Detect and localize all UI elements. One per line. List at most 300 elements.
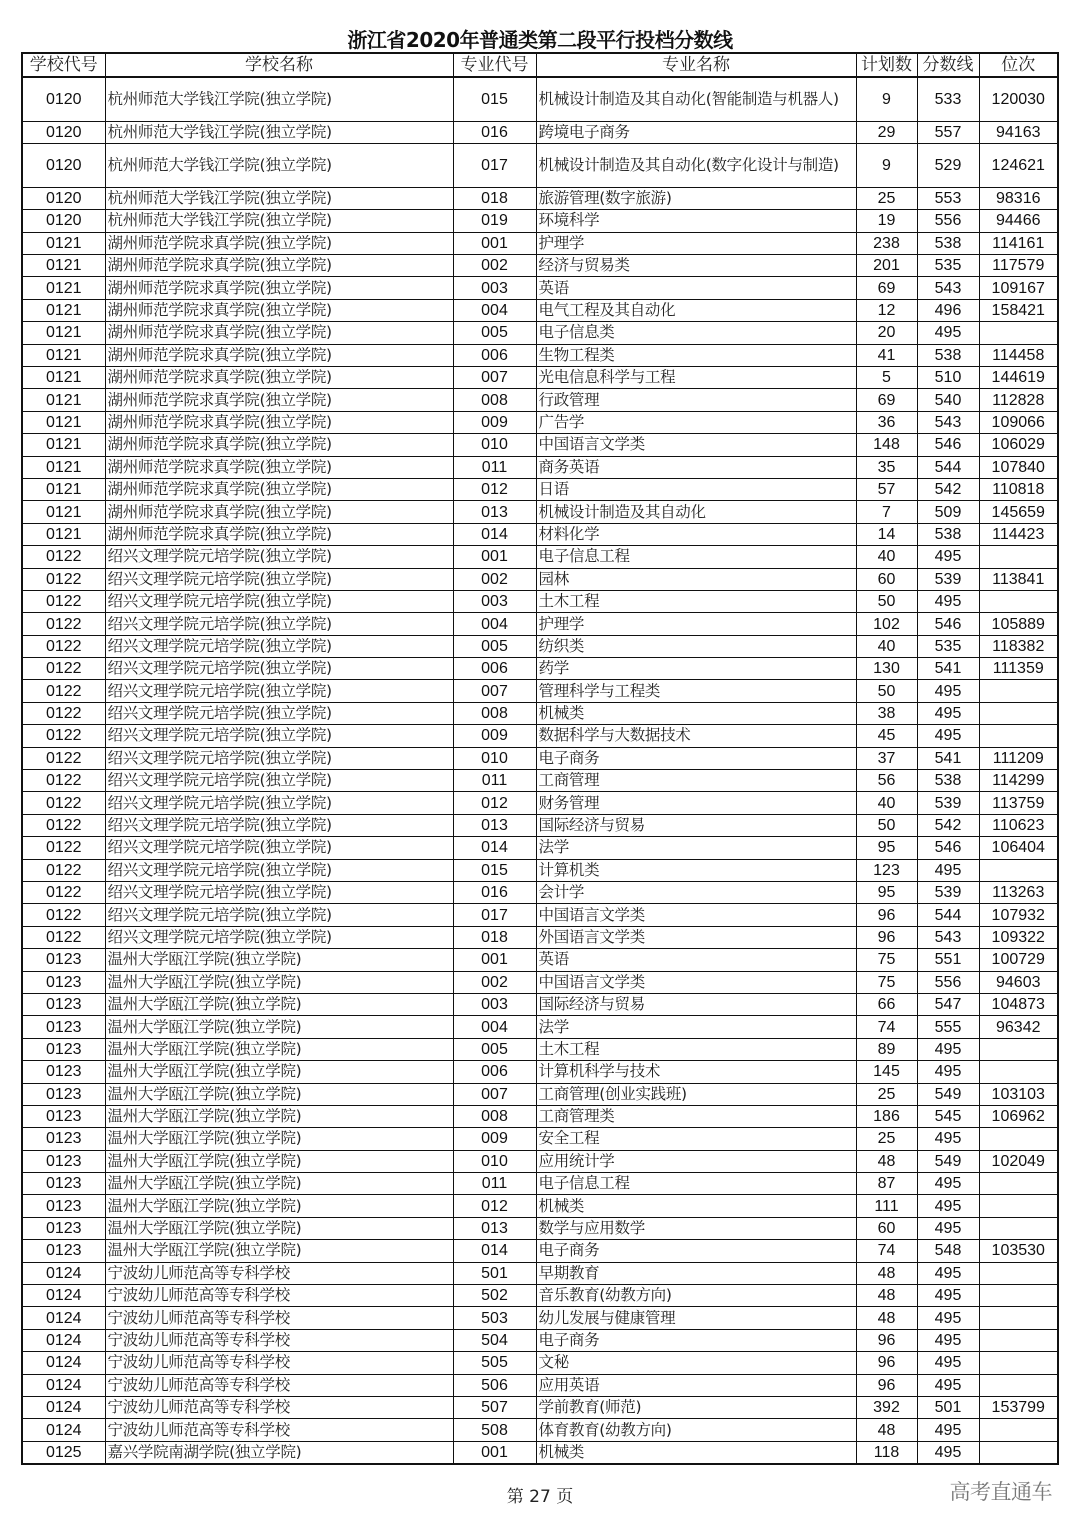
cell-plan-count: 238 — [856, 232, 917, 254]
cell-major-name: 药学 — [536, 658, 856, 680]
cell-school-code: 0120 — [22, 143, 105, 187]
cell-school-name: 宁波幼儿师范高等专科学校 — [105, 1329, 453, 1351]
cell-major-code: 015 — [453, 77, 536, 121]
cell-rank: 114299 — [979, 770, 1058, 792]
cell-major-name: 工商管理(创业实践班) — [536, 1083, 856, 1105]
header-score-line: 分数线 — [917, 53, 979, 77]
cell-rank: 120030 — [979, 77, 1058, 121]
cell-major-code: 506 — [453, 1374, 536, 1396]
cell-score-line: 543 — [917, 277, 979, 299]
cell-major-name: 文秘 — [536, 1352, 856, 1374]
cell-score-line: 495 — [917, 1419, 979, 1441]
cell-major-code: 508 — [453, 1419, 536, 1441]
table-row — [22, 478, 1058, 500]
cell-school-code: 0124 — [22, 1396, 105, 1418]
cell-rank: 117579 — [979, 255, 1058, 277]
cell-rank: 153799 — [979, 1396, 1058, 1418]
cell-school-code: 0122 — [22, 546, 105, 568]
cell-score-line: 557 — [917, 121, 979, 143]
cell-school-code: 0123 — [22, 1217, 105, 1239]
cell-major-code: 005 — [453, 322, 536, 344]
cell-score-line: 496 — [917, 299, 979, 321]
cell-major-name: 机械类 — [536, 1441, 856, 1463]
cell-rank: 104873 — [979, 993, 1058, 1015]
cell-plan-count: 74 — [856, 1240, 917, 1262]
cell-school-name: 湖州师范学院求真学院(独立学院) — [105, 501, 453, 523]
cell-score-line: 541 — [917, 658, 979, 680]
cell-rank: 106404 — [979, 837, 1058, 859]
cell-school-code: 0123 — [22, 1150, 105, 1172]
cell-school-name: 温州大学瓯江学院(独立学院) — [105, 1195, 453, 1217]
cell-major-name: 电子商务 — [536, 1329, 856, 1351]
cell-major-code: 010 — [453, 1150, 536, 1172]
cell-plan-count: 118 — [856, 1441, 917, 1463]
cell-school-code: 0121 — [22, 456, 105, 478]
cell-plan-count: 69 — [856, 389, 917, 411]
cell-plan-count: 87 — [856, 1173, 917, 1195]
table-row — [22, 613, 1058, 635]
table-row — [22, 143, 1058, 187]
cell-school-name: 湖州师范学院求真学院(独立学院) — [105, 322, 453, 344]
cell-school-name: 湖州师范学院求真学院(独立学院) — [105, 255, 453, 277]
cell-school-code: 0121 — [22, 501, 105, 523]
cell-score-line: 538 — [917, 770, 979, 792]
table-row — [22, 993, 1058, 1015]
cell-school-code: 0121 — [22, 411, 105, 433]
table-row — [22, 747, 1058, 769]
table-row — [22, 814, 1058, 836]
cell-major-code: 501 — [453, 1262, 536, 1284]
table-row — [22, 770, 1058, 792]
cell-school-name: 温州大学瓯江学院(独立学院) — [105, 993, 453, 1015]
cell-major-code: 008 — [453, 389, 536, 411]
cell-score-line: 509 — [917, 501, 979, 523]
cell-plan-count: 102 — [856, 613, 917, 635]
cell-major-name: 安全工程 — [536, 1128, 856, 1150]
cell-major-name: 园林 — [536, 568, 856, 590]
cell-score-line: 535 — [917, 635, 979, 657]
cell-school-name: 温州大学瓯江学院(独立学院) — [105, 1150, 453, 1172]
cell-school-name: 绍兴文理学院元培学院(独立学院) — [105, 882, 453, 904]
table-row — [22, 232, 1058, 254]
table-row — [22, 1105, 1058, 1127]
cell-major-name: 外国语言文学类 — [536, 926, 856, 948]
table-row — [22, 1083, 1058, 1105]
cell-major-name: 电子商务 — [536, 1240, 856, 1262]
cell-school-code: 0121 — [22, 232, 105, 254]
cell-rank — [979, 1441, 1058, 1463]
cell-school-code: 0121 — [22, 255, 105, 277]
cell-school-code: 0122 — [22, 568, 105, 590]
cell-school-name: 温州大学瓯江学院(独立学院) — [105, 1128, 453, 1150]
cell-score-line: 546 — [917, 434, 979, 456]
cell-major-name: 数学与应用数学 — [536, 1217, 856, 1239]
header-rank: 位次 — [979, 53, 1058, 77]
cell-score-line: 495 — [917, 1173, 979, 1195]
cell-school-name: 绍兴文理学院元培学院(独立学院) — [105, 770, 453, 792]
table-header-row — [22, 53, 1058, 77]
cell-plan-count: 60 — [856, 568, 917, 590]
cell-plan-count: 7 — [856, 501, 917, 523]
cell-plan-count: 50 — [856, 590, 917, 612]
cell-rank — [979, 1038, 1058, 1060]
cell-school-code: 0122 — [22, 837, 105, 859]
cell-score-line: 495 — [917, 1374, 979, 1396]
cell-score-line: 545 — [917, 1105, 979, 1127]
cell-major-name: 日语 — [536, 478, 856, 500]
cell-major-code: 009 — [453, 1128, 536, 1150]
table-row — [22, 859, 1058, 881]
cell-major-code: 002 — [453, 568, 536, 590]
cell-score-line: 542 — [917, 478, 979, 500]
cell-score-line: 529 — [917, 143, 979, 187]
cell-score-line: 495 — [917, 702, 979, 724]
header-major-name: 专业名称 — [536, 53, 856, 77]
table-row — [22, 1217, 1058, 1239]
cell-school-code: 0120 — [22, 210, 105, 232]
cell-school-name: 温州大学瓯江学院(独立学院) — [105, 1016, 453, 1038]
cell-major-code: 006 — [453, 1061, 536, 1083]
cell-major-name: 管理科学与工程类 — [536, 680, 856, 702]
cell-major-name: 法学 — [536, 1016, 856, 1038]
cell-rank: 118382 — [979, 635, 1058, 657]
cell-plan-count: 40 — [856, 635, 917, 657]
cell-plan-count: 130 — [856, 658, 917, 680]
cell-major-code: 016 — [453, 121, 536, 143]
cell-major-code: 001 — [453, 1441, 536, 1463]
cell-major-name: 工商管理 — [536, 770, 856, 792]
header-major-code: 专业代号 — [453, 53, 536, 77]
cell-school-name: 温州大学瓯江学院(独立学院) — [105, 1173, 453, 1195]
cell-school-code: 0122 — [22, 590, 105, 612]
cell-school-name: 杭州师范大学钱江学院(独立学院) — [105, 143, 453, 187]
cell-major-code: 014 — [453, 523, 536, 545]
cell-school-name: 绍兴文理学院元培学院(独立学院) — [105, 546, 453, 568]
cell-rank: 114458 — [979, 344, 1058, 366]
cell-major-name: 幼儿发展与健康管理 — [536, 1307, 856, 1329]
table-row — [22, 411, 1058, 433]
cell-plan-count: 66 — [856, 993, 917, 1015]
cell-school-name: 湖州师范学院求真学院(独立学院) — [105, 299, 453, 321]
table-row — [22, 1150, 1058, 1172]
cell-rank: 114423 — [979, 523, 1058, 545]
cell-major-name: 计算机类 — [536, 859, 856, 881]
table-row — [22, 702, 1058, 724]
cell-major-name: 会计学 — [536, 882, 856, 904]
cell-school-code: 0121 — [22, 344, 105, 366]
cell-school-code: 0123 — [22, 1016, 105, 1038]
cell-major-name: 护理学 — [536, 613, 856, 635]
cell-plan-count: 35 — [856, 456, 917, 478]
cell-major-code: 014 — [453, 837, 536, 859]
cell-school-name: 温州大学瓯江学院(独立学院) — [105, 971, 453, 993]
cell-rank: 105889 — [979, 613, 1058, 635]
cell-major-code: 007 — [453, 367, 536, 389]
cell-school-name: 宁波幼儿师范高等专科学校 — [105, 1352, 453, 1374]
cell-plan-count: 48 — [856, 1262, 917, 1284]
cell-school-code: 0121 — [22, 434, 105, 456]
cell-school-code: 0124 — [22, 1262, 105, 1284]
cell-plan-count: 95 — [856, 837, 917, 859]
cell-school-name: 嘉兴学院南湖学院(独立学院) — [105, 1441, 453, 1463]
table-row — [22, 299, 1058, 321]
cell-rank: 109066 — [979, 411, 1058, 433]
cell-major-code: 003 — [453, 590, 536, 612]
cell-rank: 113263 — [979, 882, 1058, 904]
cell-school-name: 绍兴文理学院元培学院(独立学院) — [105, 568, 453, 590]
table-row — [22, 1128, 1058, 1150]
page-title: 浙江省2020年普通类第二段平行投档分数线 — [347, 28, 733, 52]
cell-rank — [979, 590, 1058, 612]
cell-rank: 106029 — [979, 434, 1058, 456]
cell-plan-count: 41 — [856, 344, 917, 366]
cell-school-name: 绍兴文理学院元培学院(独立学院) — [105, 814, 453, 836]
cell-score-line: 495 — [917, 1285, 979, 1307]
cell-major-name: 光电信息科学与工程 — [536, 367, 856, 389]
cell-major-code: 006 — [453, 658, 536, 680]
cell-score-line: 543 — [917, 411, 979, 433]
cell-major-name: 机械类 — [536, 1195, 856, 1217]
cell-major-code: 008 — [453, 1105, 536, 1127]
cell-major-name: 英语 — [536, 277, 856, 299]
cell-score-line: 495 — [917, 546, 979, 568]
table-row — [22, 837, 1058, 859]
table-row — [22, 1396, 1058, 1418]
cell-plan-count: 5 — [856, 367, 917, 389]
cell-score-line: 543 — [917, 926, 979, 948]
cell-score-line: 495 — [917, 590, 979, 612]
table-row — [22, 434, 1058, 456]
cell-rank: 111209 — [979, 747, 1058, 769]
cell-school-code: 0123 — [22, 1061, 105, 1083]
cell-rank: 144619 — [979, 367, 1058, 389]
cell-plan-count: 96 — [856, 1352, 917, 1374]
table-row — [22, 882, 1058, 904]
cell-major-code: 013 — [453, 814, 536, 836]
cell-score-line: 553 — [917, 187, 979, 209]
cell-score-line: 495 — [917, 1329, 979, 1351]
cell-school-code: 0122 — [22, 814, 105, 836]
cell-rank: 102049 — [979, 1150, 1058, 1172]
cell-plan-count: 57 — [856, 478, 917, 500]
cell-major-name: 材料化学 — [536, 523, 856, 545]
table-row — [22, 680, 1058, 702]
cell-score-line: 495 — [917, 1217, 979, 1239]
cell-school-name: 绍兴文理学院元培学院(独立学院) — [105, 904, 453, 926]
cell-major-code: 017 — [453, 143, 536, 187]
cell-plan-count: 95 — [856, 882, 917, 904]
cell-school-code: 0121 — [22, 389, 105, 411]
cell-score-line: 495 — [917, 1128, 979, 1150]
table-row — [22, 501, 1058, 523]
cell-major-name: 学前教育(师范) — [536, 1396, 856, 1418]
cell-school-code: 0123 — [22, 1083, 105, 1105]
cell-school-code: 0123 — [22, 1105, 105, 1127]
cell-rank: 112828 — [979, 389, 1058, 411]
table-row — [22, 568, 1058, 590]
cell-rank — [979, 1262, 1058, 1284]
cell-major-name: 中国语言文学类 — [536, 971, 856, 993]
cell-major-code: 004 — [453, 299, 536, 321]
table-row — [22, 1352, 1058, 1374]
cell-plan-count: 69 — [856, 277, 917, 299]
cell-school-code: 0123 — [22, 1195, 105, 1217]
cell-score-line: 539 — [917, 792, 979, 814]
cell-school-name: 湖州师范学院求真学院(独立学院) — [105, 367, 453, 389]
cell-major-name: 土木工程 — [536, 590, 856, 612]
table-row — [22, 926, 1058, 948]
cell-plan-count: 96 — [856, 1329, 917, 1351]
cell-major-name: 经济与贸易类 — [536, 255, 856, 277]
cell-plan-count: 48 — [856, 1285, 917, 1307]
cell-rank: 110818 — [979, 478, 1058, 500]
cell-major-code: 011 — [453, 1173, 536, 1195]
cell-major-code: 504 — [453, 1329, 536, 1351]
cell-major-code: 018 — [453, 187, 536, 209]
cell-school-code: 0124 — [22, 1374, 105, 1396]
cell-rank — [979, 1128, 1058, 1150]
cell-plan-count: 48 — [856, 1150, 917, 1172]
cell-rank: 107840 — [979, 456, 1058, 478]
cell-major-name: 法学 — [536, 837, 856, 859]
cell-score-line: 495 — [917, 1262, 979, 1284]
cell-major-name: 中国语言文学类 — [536, 904, 856, 926]
cell-major-code: 003 — [453, 277, 536, 299]
cell-major-code: 009 — [453, 725, 536, 747]
cell-major-code: 507 — [453, 1396, 536, 1418]
cell-rank — [979, 680, 1058, 702]
cell-major-code: 003 — [453, 993, 536, 1015]
cell-major-code: 001 — [453, 232, 536, 254]
table-row — [22, 1419, 1058, 1441]
header-school-name: 学校名称 — [105, 53, 453, 77]
header-plan-count: 计划数 — [856, 53, 917, 77]
cell-rank: 107932 — [979, 904, 1058, 926]
cell-school-code: 0120 — [22, 77, 105, 121]
cell-score-line: 541 — [917, 747, 979, 769]
cell-plan-count: 25 — [856, 187, 917, 209]
table-row — [22, 1016, 1058, 1038]
cell-rank: 100729 — [979, 949, 1058, 971]
cell-score-line: 540 — [917, 389, 979, 411]
cell-plan-count: 29 — [856, 121, 917, 143]
cell-rank: 103103 — [979, 1083, 1058, 1105]
cell-score-line: 533 — [917, 77, 979, 121]
cell-major-name: 音乐教育(幼教方向) — [536, 1285, 856, 1307]
cell-major-code: 002 — [453, 255, 536, 277]
cell-school-name: 绍兴文理学院元培学院(独立学院) — [105, 680, 453, 702]
cell-major-name: 旅游管理(数字旅游) — [536, 187, 856, 209]
cell-score-line: 539 — [917, 568, 979, 590]
table-row — [22, 590, 1058, 612]
cell-rank: 94466 — [979, 210, 1058, 232]
cell-rank — [979, 1374, 1058, 1396]
cell-score-line: 495 — [917, 1441, 979, 1463]
cell-school-code: 0123 — [22, 949, 105, 971]
cell-plan-count: 25 — [856, 1128, 917, 1150]
cell-school-code: 0122 — [22, 725, 105, 747]
table-row — [22, 949, 1058, 971]
cell-rank: 124621 — [979, 143, 1058, 187]
cell-rank — [979, 1217, 1058, 1239]
cell-score-line: 510 — [917, 367, 979, 389]
cell-rank — [979, 859, 1058, 881]
page-number: 第 27 页 — [506, 1487, 574, 1507]
cell-school-name: 湖州师范学院求真学院(独立学院) — [105, 456, 453, 478]
cell-major-code: 505 — [453, 1352, 536, 1374]
cell-major-code: 001 — [453, 546, 536, 568]
cell-score-line: 495 — [917, 1352, 979, 1374]
table-row — [22, 523, 1058, 545]
table-row — [22, 725, 1058, 747]
cell-school-code: 0125 — [22, 1441, 105, 1463]
cell-rank: 113759 — [979, 792, 1058, 814]
cell-score-line: 556 — [917, 971, 979, 993]
watermark: 高考直通车 — [949, 1480, 1052, 1504]
cell-plan-count: 12 — [856, 299, 917, 321]
cell-major-code: 006 — [453, 344, 536, 366]
cell-school-name: 绍兴文理学院元培学院(独立学院) — [105, 702, 453, 724]
cell-school-code: 0121 — [22, 277, 105, 299]
cell-school-code: 0124 — [22, 1307, 105, 1329]
cell-school-name: 绍兴文理学院元培学院(独立学院) — [105, 926, 453, 948]
cell-major-code: 002 — [453, 971, 536, 993]
cell-plan-count: 75 — [856, 949, 917, 971]
cell-school-code: 0124 — [22, 1419, 105, 1441]
cell-score-line: 539 — [917, 882, 979, 904]
cell-rank: 145659 — [979, 501, 1058, 523]
table-row — [22, 1374, 1058, 1396]
cell-score-line: 551 — [917, 949, 979, 971]
table-row — [22, 1173, 1058, 1195]
cell-major-name: 早期教育 — [536, 1262, 856, 1284]
cell-school-name: 温州大学瓯江学院(独立学院) — [105, 1217, 453, 1239]
cell-school-name: 宁波幼儿师范高等专科学校 — [105, 1374, 453, 1396]
cell-school-name: 绍兴文理学院元培学院(独立学院) — [105, 792, 453, 814]
cell-major-name: 行政管理 — [536, 389, 856, 411]
cell-score-line: 495 — [917, 1307, 979, 1329]
table-row — [22, 210, 1058, 232]
cell-score-line: 546 — [917, 837, 979, 859]
cell-plan-count: 56 — [856, 770, 917, 792]
table-row — [22, 121, 1058, 143]
table-row — [22, 344, 1058, 366]
cell-major-name: 机械设计制造及其自动化(数字化设计与制造) — [536, 143, 856, 187]
cell-school-code: 0123 — [22, 1173, 105, 1195]
cell-major-code: 012 — [453, 478, 536, 500]
cell-major-name: 机械类 — [536, 702, 856, 724]
cell-score-line: 549 — [917, 1150, 979, 1172]
cell-rank: 96342 — [979, 1016, 1058, 1038]
cell-major-code: 013 — [453, 501, 536, 523]
table-row — [22, 792, 1058, 814]
table-row — [22, 658, 1058, 680]
cell-major-name: 财务管理 — [536, 792, 856, 814]
cell-major-code: 004 — [453, 1016, 536, 1038]
table-row — [22, 255, 1058, 277]
cell-score-line: 546 — [917, 613, 979, 635]
cell-score-line: 538 — [917, 232, 979, 254]
cell-rank — [979, 1173, 1058, 1195]
cell-plan-count: 20 — [856, 322, 917, 344]
cell-rank: 98316 — [979, 187, 1058, 209]
cell-score-line: 548 — [917, 1240, 979, 1262]
cell-school-name: 绍兴文理学院元培学院(独立学院) — [105, 635, 453, 657]
cell-school-code: 0121 — [22, 367, 105, 389]
cell-plan-count: 48 — [856, 1307, 917, 1329]
cell-school-name: 湖州师范学院求真学院(独立学院) — [105, 389, 453, 411]
cell-school-code: 0120 — [22, 187, 105, 209]
